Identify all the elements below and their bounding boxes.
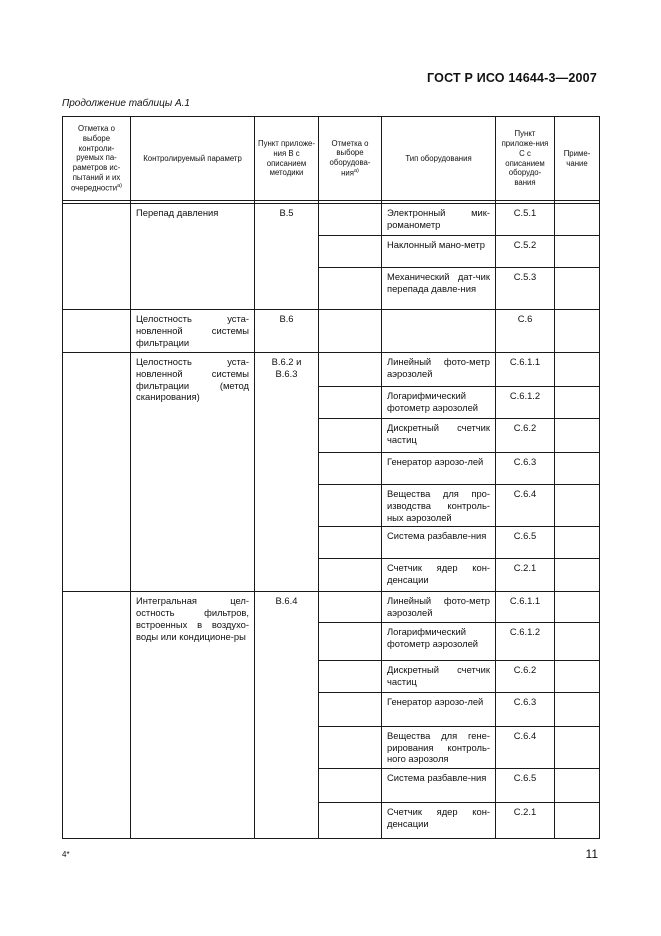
col-header-item-b: Пункт приложе-ния В с описанием методики xyxy=(255,117,319,201)
item-c-cell: С.6.4 xyxy=(496,485,555,527)
note-cell[interactable] xyxy=(555,485,600,527)
document-code: ГОСТ Р ИСО 14644-3—2007 xyxy=(427,71,597,85)
note-cell[interactable] xyxy=(555,236,600,268)
equipment-mark-cell[interactable] xyxy=(319,622,382,660)
note-cell[interactable] xyxy=(555,310,600,353)
equipment-mark-cell[interactable] xyxy=(319,527,382,559)
item-b-cell: В.5 xyxy=(255,204,319,310)
table-row xyxy=(63,592,600,623)
item-c-cell: С.6.2 xyxy=(496,419,555,453)
item-c-cell: С.6.5 xyxy=(496,527,555,559)
item-c-cell: С.6.1.2 xyxy=(496,622,555,660)
item-c-cell: С.6.4 xyxy=(496,726,555,768)
col-header-mark: Отметка о выборе контроли-руемых па-раметров ис-пытаний и их очередности$^{а)}$ xyxy=(63,117,131,201)
equipment-table xyxy=(62,116,600,839)
parameter-cell: Перепад давления xyxy=(131,204,255,310)
equipment-type-cell: Система разбавле-ния xyxy=(382,769,496,803)
item-c-cell: С.6.3 xyxy=(496,692,555,726)
item-b-cell: В.6.4 xyxy=(255,592,319,839)
item-c-cell: С.5.1 xyxy=(496,204,555,236)
parameter-cell: Целостность уста-новленной системы фильтрации xyxy=(131,310,255,353)
note-cell[interactable] xyxy=(555,692,600,726)
note-cell[interactable] xyxy=(555,726,600,768)
equipment-mark-cell[interactable] xyxy=(319,387,382,419)
equipment-mark-cell[interactable] xyxy=(319,660,382,692)
note-cell[interactable] xyxy=(555,387,600,419)
equipment-mark-cell[interactable] xyxy=(319,485,382,527)
equipment-mark-cell[interactable] xyxy=(319,692,382,726)
note-cell[interactable] xyxy=(555,803,600,839)
equipment-mark-cell[interactable] xyxy=(319,204,382,236)
equipment-type-cell: Механический дат-чик перепада давле-ния xyxy=(382,268,496,310)
sheet-mark: 4* xyxy=(62,850,70,859)
equipment-mark-cell[interactable] xyxy=(319,310,382,353)
parameter-cell: Целостность уста-новленной системы фильтрации (метод сканирования) xyxy=(131,353,255,592)
equipment-type-cell: Дискретный счетчик частиц xyxy=(382,419,496,453)
equipment-type-cell: Вещества для гене-рирования контроль-ного аэрозоля xyxy=(382,726,496,768)
col-header-mark-equipment: Отметка о выборе оборудова-ния$^{а)}$ xyxy=(319,117,382,201)
item-c-cell: С.5.2 xyxy=(496,236,555,268)
item-c-cell: С.2.1 xyxy=(496,803,555,839)
equipment-type-cell: Логарифмический фотометр аэрозолей xyxy=(382,622,496,660)
equipment-type-cell: Генератор аэрозо-лей xyxy=(382,453,496,485)
mark-cell[interactable] xyxy=(63,592,131,839)
equipment-mark-cell[interactable] xyxy=(319,268,382,310)
note-cell[interactable] xyxy=(555,353,600,387)
equipment-mark-cell[interactable] xyxy=(319,353,382,387)
equipment-mark-cell[interactable] xyxy=(319,453,382,485)
equipment-type-cell xyxy=(382,310,496,353)
equipment-mark-cell[interactable] xyxy=(319,726,382,768)
item-b-cell: В.6.2 и В.6.3 xyxy=(255,353,319,592)
equipment-type-cell: Генератор аэрозо-лей xyxy=(382,692,496,726)
note-cell[interactable] xyxy=(555,268,600,310)
col-header-item-c: Пункт приложе-ния С с описанием оборудо-вания xyxy=(496,117,555,201)
table-caption: Продолжение таблицы А.1 xyxy=(62,98,190,109)
table-row xyxy=(63,204,600,236)
mark-cell[interactable] xyxy=(63,204,131,310)
equipment-mark-cell[interactable] xyxy=(319,769,382,803)
equipment-type-cell: Система разбавле-ния xyxy=(382,527,496,559)
page-number: 11 xyxy=(585,847,598,861)
equipment-type-cell: Логарифмический фотометр аэрозолей xyxy=(382,387,496,419)
table-header-row xyxy=(63,117,600,201)
item-c-cell: С.5.3 xyxy=(496,268,555,310)
equipment-type-cell: Счетчик ядер кон-денсации xyxy=(382,559,496,592)
item-c-cell: С.2.1 xyxy=(496,559,555,592)
col-header-note: Приме-чание xyxy=(555,117,600,201)
item-b-cell: В.6 xyxy=(255,310,319,353)
parameter-cell: Интегральная цел-остность фильтров, встроенных в воздухо-воды или кондиционе-ры xyxy=(131,592,255,839)
note-cell[interactable] xyxy=(555,592,600,623)
note-cell[interactable] xyxy=(555,769,600,803)
note-cell[interactable] xyxy=(555,453,600,485)
equipment-mark-cell[interactable] xyxy=(319,559,382,592)
equipment-type-cell: Вещества для про-изводства контроль-ных аэрозолей xyxy=(382,485,496,527)
equipment-mark-cell[interactable] xyxy=(319,236,382,268)
table-row xyxy=(63,353,600,387)
note-cell[interactable] xyxy=(555,660,600,692)
equipment-type-cell: Наклонный мано-метр xyxy=(382,236,496,268)
equipment-type-cell: Дискретный счетчик частиц xyxy=(382,660,496,692)
mark-cell[interactable] xyxy=(63,353,131,592)
item-c-cell: С.6.1.1 xyxy=(496,592,555,623)
col-header-param: Контролируемый параметр xyxy=(131,117,255,201)
note-cell[interactable] xyxy=(555,559,600,592)
equipment-mark-cell[interactable] xyxy=(319,419,382,453)
equipment-type-cell: Линейный фото-метр аэрозолей xyxy=(382,353,496,387)
note-cell[interactable] xyxy=(555,527,600,559)
note-cell[interactable] xyxy=(555,419,600,453)
item-c-cell: С.6.5 xyxy=(496,769,555,803)
table-row xyxy=(63,310,600,353)
equipment-type-cell: Линейный фото-метр аэрозолей xyxy=(382,592,496,623)
item-c-cell: С.6.1.2 xyxy=(496,387,555,419)
item-c-cell: С.6.3 xyxy=(496,453,555,485)
note-cell[interactable] xyxy=(555,204,600,236)
equipment-type-cell: Счетчик ядер кон-денсации xyxy=(382,803,496,839)
note-cell[interactable] xyxy=(555,622,600,660)
item-c-cell: С.6.1.1 xyxy=(496,353,555,387)
item-c-cell: С.6.2 xyxy=(496,660,555,692)
mark-cell[interactable] xyxy=(63,310,131,353)
equipment-mark-cell[interactable] xyxy=(319,803,382,839)
equipment-mark-cell[interactable] xyxy=(319,592,382,623)
col-header-equipment-type: Тип оборудования xyxy=(382,117,496,201)
equipment-type-cell: Электронный мик-романометр xyxy=(382,204,496,236)
item-c-cell: С.6 xyxy=(496,310,555,353)
